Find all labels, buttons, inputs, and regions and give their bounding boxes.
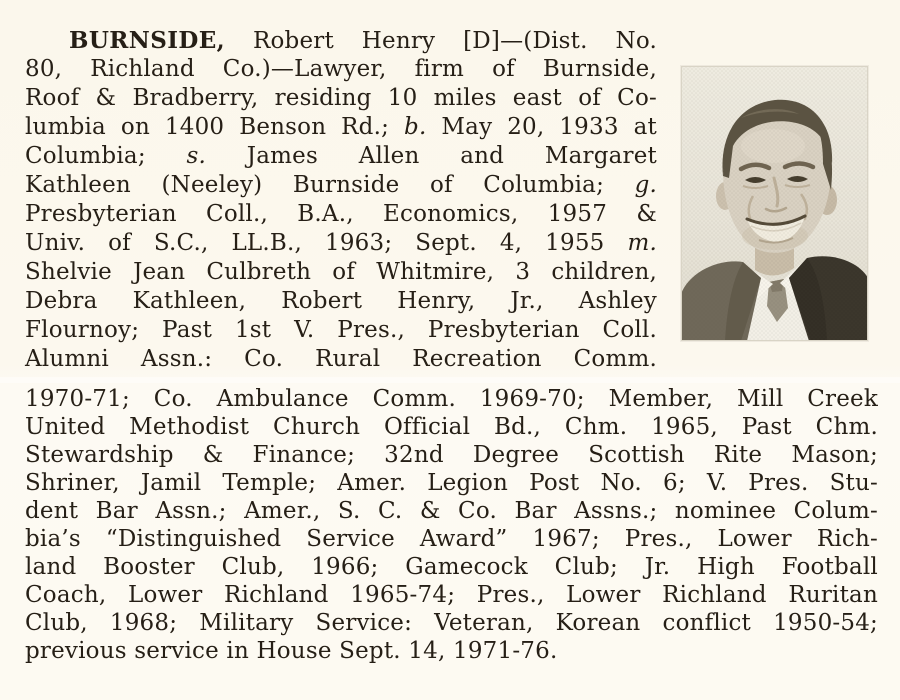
text-run: Kathleen (Neeley) Burnside of Columbia; bbox=[25, 172, 635, 198]
bio-line bbox=[25, 441, 878, 469]
scan-seam bbox=[0, 377, 900, 383]
surname-text: BURNSIDE, bbox=[69, 27, 226, 54]
bio-line bbox=[25, 287, 657, 316]
bio-line bbox=[25, 258, 657, 287]
text-run: lumbia on 1400 Benson Rd.; bbox=[25, 114, 405, 140]
bio-line bbox=[25, 229, 657, 258]
text-run: Club, 1968; Military Service: Veteran, Korean conflict 1950-54; bbox=[25, 610, 878, 636]
text-run: Stewardship & Finance; 32nd Degree Scottish Rite Mason; bbox=[25, 442, 878, 468]
text-run: United Methodist Church Official Bd., Chm. 1965, Past Chm. bbox=[25, 414, 878, 440]
text-run: land Booster Club, 1966; Gamecock Club; Jr. High Football bbox=[25, 554, 878, 580]
bio-line bbox=[25, 316, 657, 345]
bio-line bbox=[25, 142, 657, 171]
text-run: previous service in House Sept. 14, 1971-76. bbox=[25, 638, 558, 664]
abbrev-italic: m. bbox=[627, 230, 657, 256]
text-run: 80, Richland Co.)—Lawyer, firm of Burnside, bbox=[25, 56, 657, 82]
bio-line bbox=[25, 26, 657, 55]
text-run: Shriner, Jamil Temple; Amer. Legion Post No. 6; V. Pres. Stu- bbox=[25, 470, 878, 496]
bio-line bbox=[25, 171, 657, 200]
bio-line bbox=[25, 55, 657, 84]
bio-line bbox=[25, 609, 878, 637]
text-run: Roof & Bradberry, residing 10 miles east of Co- bbox=[25, 85, 657, 111]
text-run: Debra Kathleen, Robert Henry, Jr., Ashley bbox=[25, 288, 657, 314]
bio-line bbox=[25, 385, 878, 413]
abbrev-italic: b. bbox=[404, 114, 427, 140]
bio-line bbox=[25, 469, 878, 497]
text-run: James Allen and Margaret bbox=[206, 143, 657, 169]
text-run: 1970-71; Co. Ambulance Comm. 1969-70; Member, Mill Creek bbox=[25, 386, 878, 412]
text-run: May 20, 1933 at bbox=[426, 114, 657, 140]
text-run: Presbyterian Coll., B.A., Economics, 1957 & bbox=[25, 201, 657, 227]
text-run: dent Bar Assn.; Amer., S. C. & Co. Bar Assns.; nominee Colum- bbox=[25, 498, 878, 524]
bio-line bbox=[25, 113, 657, 142]
bio-entry-full-width bbox=[25, 385, 878, 665]
text-run: Alumni Assn.: Co. Rural Recreation Comm. bbox=[25, 346, 657, 372]
abbrev-italic: g. bbox=[634, 172, 657, 198]
portrait-photo bbox=[681, 66, 868, 341]
bio-line bbox=[25, 345, 657, 374]
portrait-photo-graphic bbox=[681, 66, 868, 341]
bio-line bbox=[25, 553, 878, 581]
text-run: Shelvie Jean Culbreth of Whitmire, 3 children, bbox=[25, 259, 657, 285]
bio-line bbox=[25, 637, 878, 665]
bio-line bbox=[25, 200, 657, 229]
text-run: Coach, Lower Richland 1965-74; Pres., Lower Richland Ruritan bbox=[25, 582, 878, 608]
bio-line bbox=[25, 581, 878, 609]
bio-line bbox=[25, 84, 657, 113]
text-run: Univ. of S.C., LL.B., 1963; Sept. 4, 1955 bbox=[25, 230, 628, 256]
abbrev-italic: s. bbox=[186, 143, 207, 169]
text-run: Robert Henry [D]—(Dist. No. bbox=[225, 28, 657, 54]
bio-line bbox=[25, 413, 878, 441]
text-run: Flournoy; Past 1st V. Pres., Presbyterian Coll. bbox=[25, 317, 657, 343]
text-run: Columbia; bbox=[25, 143, 187, 169]
text-run: bia’s “Distinguished Service Award” 1967; Pres., Lower Rich- bbox=[25, 526, 878, 552]
bio-entry-column bbox=[25, 26, 657, 374]
bio-line bbox=[25, 525, 878, 553]
bio-line bbox=[25, 497, 878, 525]
halftone-overlay bbox=[681, 66, 868, 341]
